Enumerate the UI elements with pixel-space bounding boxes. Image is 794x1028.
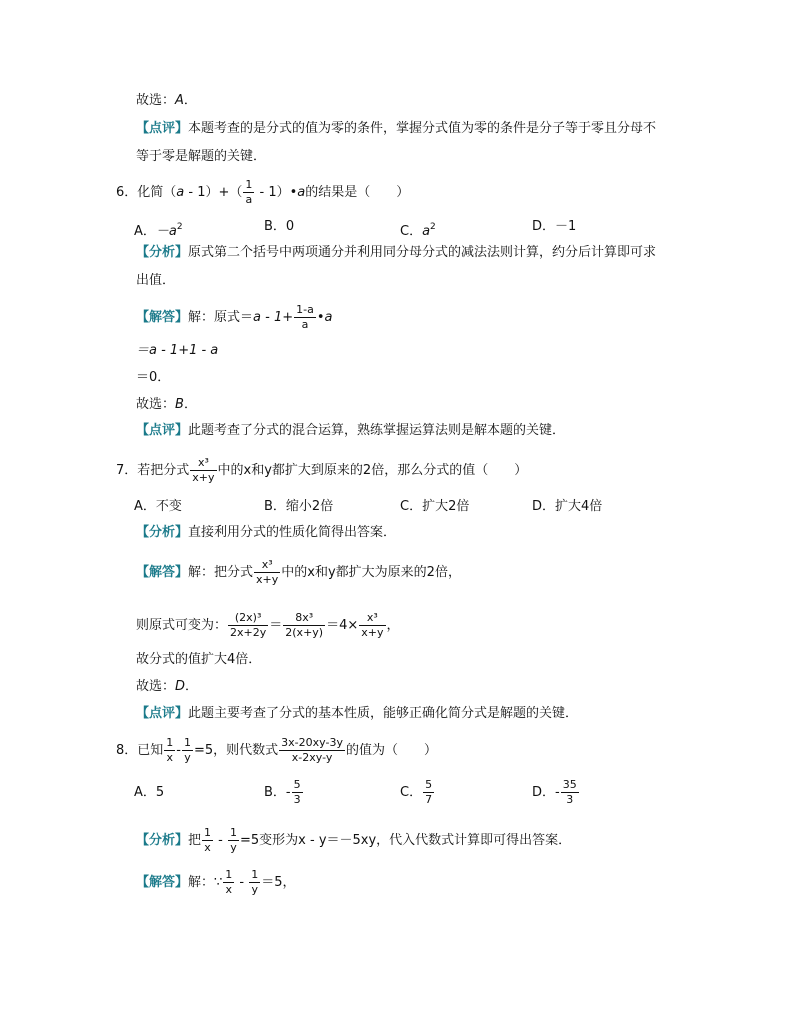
q7-conclusion: 故分式的值扩大4倍． bbox=[136, 652, 262, 667]
var-a: a bbox=[297, 185, 306, 200]
q6-choice-line bbox=[136, 396, 197, 414]
fraction bbox=[254, 558, 280, 587]
option-b bbox=[264, 778, 304, 807]
option-a bbox=[134, 218, 183, 241]
analysis-tag: 【分析】 bbox=[136, 245, 189, 260]
question-number: 6． bbox=[116, 185, 138, 200]
fraction bbox=[561, 778, 579, 807]
equation-end: ， bbox=[386, 618, 400, 633]
frac-num: 1 bbox=[225, 868, 233, 881]
frac-num: 1 bbox=[245, 178, 253, 191]
review-text: 本题考查的是分式的值为零的条件，掌握分式值为零的条件是分子等于零且分母不 bbox=[188, 121, 657, 136]
q6-solution-line3: ＝0． bbox=[136, 370, 171, 385]
solution-text: 解：原式＝ bbox=[188, 310, 254, 325]
fraction bbox=[228, 611, 268, 640]
frac-num: 1 bbox=[166, 736, 174, 749]
frac-num: 1 bbox=[204, 826, 212, 839]
option-a bbox=[134, 498, 182, 516]
option-label: D． bbox=[532, 219, 556, 234]
q7-solution-line1 bbox=[136, 558, 461, 587]
choice-end: ． bbox=[185, 679, 199, 694]
option-c bbox=[400, 778, 435, 807]
q7-choice-line bbox=[136, 678, 198, 696]
option-text: －1 bbox=[555, 219, 577, 234]
q6-solution-line2: ＝a - 1+1 - a bbox=[136, 343, 219, 358]
q6-solution-line1 bbox=[136, 303, 332, 332]
solution-expr: a - 1+ bbox=[253, 310, 294, 325]
option-label: B． bbox=[264, 499, 286, 514]
q7-analysis-line bbox=[136, 524, 396, 542]
option-text: 扩大4倍 bbox=[555, 499, 603, 514]
fraction bbox=[164, 736, 175, 765]
option-label: D． bbox=[532, 499, 556, 514]
option-label: A． bbox=[134, 224, 156, 239]
solution-text: ＝5， bbox=[261, 875, 296, 890]
var-a: a bbox=[176, 185, 185, 200]
choice-value: B bbox=[175, 397, 184, 412]
frac-den: y bbox=[230, 841, 237, 854]
option-c bbox=[400, 498, 469, 516]
option-sup: 2 bbox=[430, 222, 436, 232]
review-text: 此题主要考查了分式的基本性质，能够正确化简分式是解题的关键． bbox=[188, 706, 579, 721]
option-label: A． bbox=[134, 785, 156, 800]
option-d bbox=[532, 218, 576, 236]
frac-den: 3 bbox=[566, 793, 574, 806]
option-text: 5 bbox=[155, 785, 165, 800]
option-d bbox=[532, 778, 580, 807]
frac-den: a bbox=[245, 193, 253, 206]
minus-sign: - bbox=[555, 785, 560, 800]
review-tag: 【点评】 bbox=[136, 706, 189, 721]
frac-num: 8x³ bbox=[283, 611, 325, 626]
minus-sign: - bbox=[214, 833, 227, 848]
q5-review-line2 bbox=[136, 148, 266, 166]
solution-text: 解：∵ bbox=[188, 875, 223, 890]
stem-text: 若把分式 bbox=[137, 463, 190, 478]
minus-sign: - bbox=[285, 785, 291, 800]
analysis-text: 直接利用分式的性质化简得出答案． bbox=[188, 525, 397, 540]
solution-expr: •a bbox=[316, 310, 333, 325]
q6-stem bbox=[116, 178, 409, 207]
stem-text: - 1）• bbox=[255, 185, 298, 200]
stem-text: 的值为（ ） bbox=[345, 743, 437, 758]
option-text: a bbox=[422, 224, 431, 239]
stem-text: 中的x和y都扩大到原来的2倍，那么分式的值（ ） bbox=[217, 463, 528, 478]
analysis-text: =5变形为x - y＝－5xy，代入代数式计算即可得出答案． bbox=[240, 833, 572, 848]
option-label: D． bbox=[532, 785, 556, 800]
frac-den: x bbox=[225, 883, 233, 896]
q8-solution-line bbox=[136, 868, 296, 897]
frac-den: x bbox=[204, 841, 211, 854]
minus-sign: - bbox=[176, 743, 181, 758]
solution-text: 中的x和y都扩大为原来的2倍， bbox=[281, 565, 461, 580]
fraction bbox=[228, 826, 239, 855]
review-tag: 【点评】 bbox=[136, 423, 189, 438]
frac-num: 1 bbox=[184, 736, 191, 749]
frac-num: 1 bbox=[230, 826, 237, 839]
fraction bbox=[190, 456, 216, 485]
q7-review-line bbox=[136, 705, 578, 723]
analysis-text: 把 bbox=[188, 833, 202, 848]
fraction bbox=[243, 178, 254, 207]
fraction bbox=[294, 303, 316, 332]
option-c bbox=[400, 218, 436, 241]
analysis-text: 原式第二个括号中两项通分并利用同分母分式的减法法则计算，约分后计算即可求 bbox=[188, 245, 657, 260]
option-text: 0 bbox=[285, 219, 295, 234]
stem-text: 化简（ bbox=[137, 185, 177, 200]
question-number: 8． bbox=[116, 743, 138, 758]
option-label: B． bbox=[264, 785, 286, 800]
choice-label: 故选： bbox=[136, 679, 176, 694]
frac-num: x³ bbox=[254, 558, 280, 573]
fraction bbox=[279, 736, 345, 765]
frac-num: x³ bbox=[190, 456, 216, 471]
frac-den: x bbox=[166, 751, 174, 764]
frac-num: 5 bbox=[293, 778, 301, 791]
option-text: 缩小2倍 bbox=[285, 499, 334, 514]
frac-den: 7 bbox=[425, 793, 433, 806]
fraction bbox=[202, 826, 213, 855]
option-label: B． bbox=[264, 219, 286, 234]
frac-den: 2(x+y) bbox=[285, 626, 324, 639]
frac-den: a bbox=[301, 318, 309, 331]
option-b bbox=[264, 498, 333, 516]
minus-sign: - bbox=[235, 875, 249, 890]
review-tag: 【点评】 bbox=[136, 121, 189, 136]
q6-analysis-line1 bbox=[136, 244, 656, 262]
q8-stem bbox=[116, 736, 437, 765]
option-sup: 2 bbox=[176, 222, 183, 232]
analysis-tag: 【分析】 bbox=[136, 833, 189, 848]
solution-tag: 【解答】 bbox=[136, 310, 189, 325]
option-text: 不变 bbox=[155, 499, 182, 514]
review-text-cont: 等于零是解题的关键． bbox=[136, 149, 267, 164]
frac-num: 1 bbox=[251, 868, 259, 881]
q8-options bbox=[134, 778, 694, 812]
solution-tag: 【解答】 bbox=[136, 875, 189, 890]
frac-den: y bbox=[251, 883, 259, 896]
stem-text: 的结果是（ ） bbox=[305, 185, 410, 200]
fraction bbox=[249, 868, 260, 897]
option-label: C． bbox=[400, 499, 423, 514]
q6-review-line bbox=[136, 422, 565, 440]
frac-den: 2x+2y bbox=[230, 626, 267, 639]
analysis-tag: 【分析】 bbox=[136, 525, 189, 540]
fraction bbox=[223, 868, 234, 897]
choice-end: ． bbox=[183, 93, 197, 108]
choice-value: D bbox=[175, 679, 186, 694]
choice-label: 故选： bbox=[136, 397, 176, 412]
fraction bbox=[292, 778, 303, 807]
frac-num: 35 bbox=[562, 778, 577, 791]
fraction bbox=[423, 778, 434, 807]
frac-den: x+y bbox=[192, 471, 215, 484]
analysis-text-cont: 出值． bbox=[136, 273, 176, 288]
frac-num: 1-a bbox=[296, 303, 314, 316]
option-label: C． bbox=[400, 224, 423, 239]
q5-review-line1 bbox=[136, 120, 656, 138]
choice-value: A bbox=[175, 93, 184, 108]
choice-end: ． bbox=[183, 397, 197, 412]
choice-label: 故选： bbox=[136, 93, 176, 108]
equals-times: ＝4× bbox=[326, 618, 359, 633]
frac-num: (2x)³ bbox=[228, 611, 268, 626]
frac-den: x+y bbox=[256, 573, 279, 586]
option-b bbox=[264, 218, 294, 236]
fraction bbox=[283, 611, 325, 640]
fraction bbox=[359, 611, 385, 640]
frac-num: 5 bbox=[425, 778, 433, 791]
equation-intro: 则原式可变为： bbox=[136, 618, 228, 633]
option-text: －a bbox=[155, 224, 177, 239]
question-number: 7． bbox=[116, 463, 138, 478]
option-text: 扩大2倍 bbox=[422, 499, 470, 514]
fraction bbox=[182, 736, 193, 765]
stem-text: - 1）+（ bbox=[184, 185, 243, 200]
frac-den: 3 bbox=[293, 793, 301, 806]
stem-text: =5，则代数式 bbox=[194, 743, 279, 758]
solution-text: 解：把分式 bbox=[188, 565, 254, 580]
frac-den: y bbox=[184, 751, 191, 764]
frac-num: x³ bbox=[359, 611, 385, 626]
frac-den: x-2xy-y bbox=[291, 751, 333, 764]
frac-den: x+y bbox=[361, 626, 384, 639]
option-a bbox=[134, 784, 164, 802]
review-text: 此题考查了分式的混合运算，熟练掌握运算法则是解本题的关键． bbox=[188, 423, 566, 438]
q6-analysis-line2 bbox=[136, 272, 175, 290]
frac-num: 3x-20xy-3y bbox=[281, 736, 343, 749]
q5-choice-line bbox=[136, 92, 197, 110]
q7-stem bbox=[116, 456, 527, 485]
solution-tag: 【解答】 bbox=[136, 565, 189, 580]
q8-analysis-line bbox=[136, 826, 571, 855]
equals-sign: ＝ bbox=[269, 618, 283, 633]
option-label: A． bbox=[134, 499, 156, 514]
option-d bbox=[532, 498, 602, 516]
stem-text: 已知 bbox=[137, 743, 164, 758]
option-label: C． bbox=[400, 785, 423, 800]
q7-equation-line bbox=[136, 611, 400, 640]
